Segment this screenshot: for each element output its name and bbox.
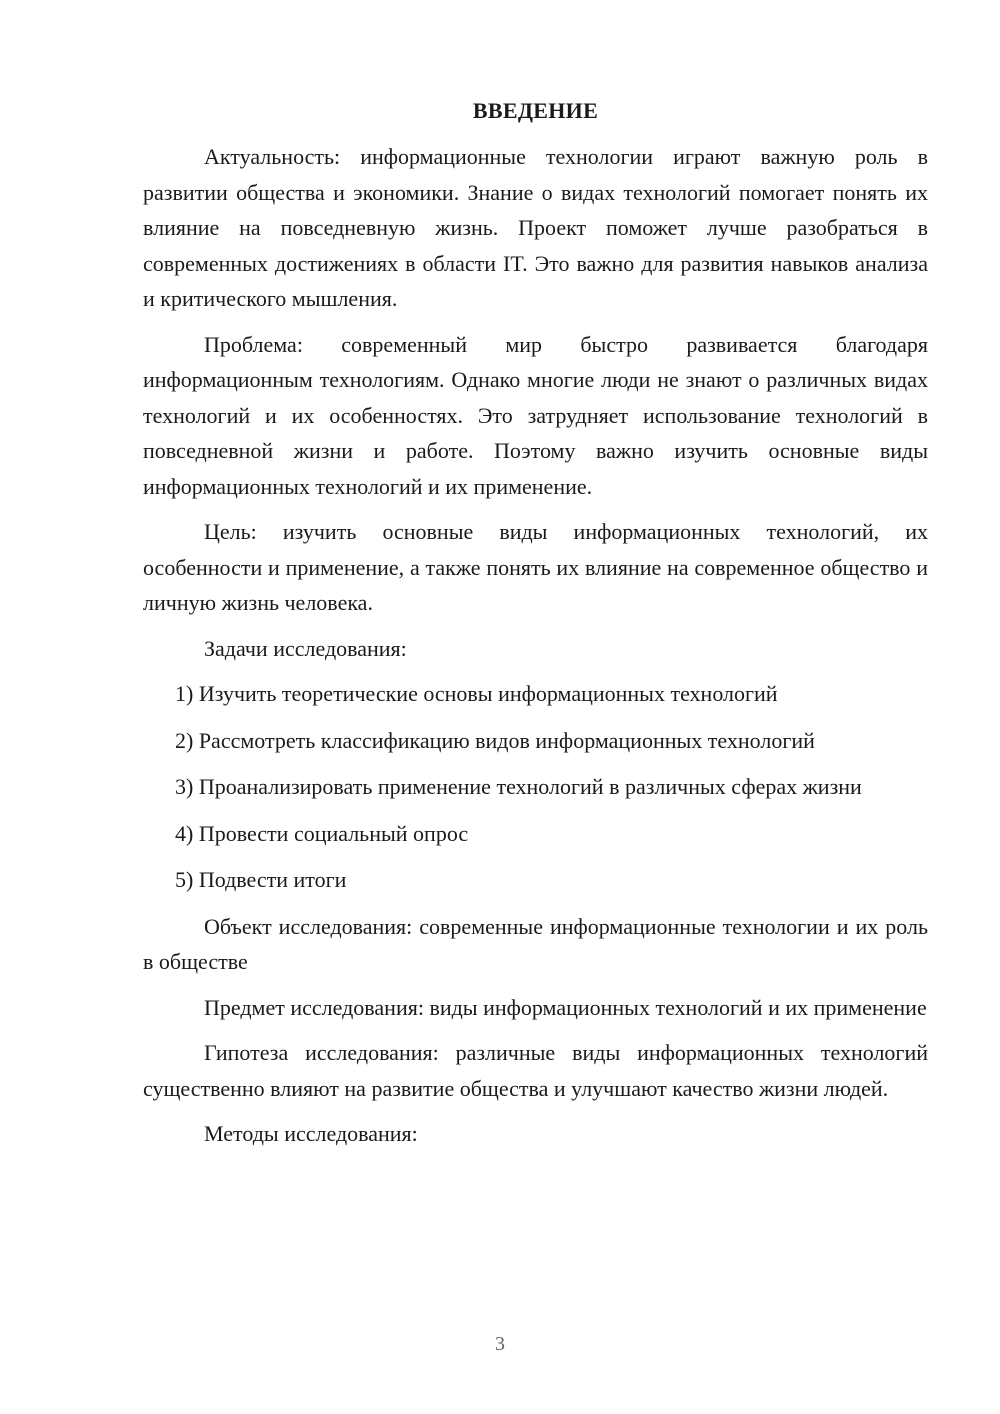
- research-subject-paragraph: Предмет исследования: виды информационных технологий и их применение: [204, 994, 927, 1020]
- relevance-paragraph: Актуальность: информационные технологии играют важную роль в развитии общества и экономики. Знание о видах технологий помогает понять их влияние на повседневную жизнь. Проект поможет лучше разобраться в современных достижениях в области IT. Это важно для развития навыков анализа и критического мышления.: [143, 144, 928, 311]
- problem-paragraph: Проблема: современный мир быстро развивается благодаря информационным технологиям. Однако многие люди не знают о различных видах технологий и их особенностях. Это затрудняет использование технологий в повседневной жизни и работе. Поэтому важно изучить основные виды информационных технологий и их применение.: [143, 331, 928, 499]
- research-hypothesis-paragraph: Гипотеза исследования: различные виды информационных технологий существенно влияют на развитие общества и улучшают качество жизни людей.: [143, 1040, 928, 1101]
- research-object-paragraph: Объект исследования: современные информационные технологии и их роль в обществе: [143, 913, 928, 974]
- task-item-3: 3) Проанализировать применение технологий в различных сферах жизни: [175, 774, 862, 799]
- task-item-4: 4) Провести социальный опрос: [175, 820, 469, 846]
- page-number: 3: [495, 1333, 505, 1355]
- task-item-2: 2) Рассмотреть классификацию видов информационных технологий: [175, 727, 815, 753]
- task-item-1: 1) Изучить теоретические основы информационных технологий: [175, 681, 778, 706]
- tasks-title: Задачи исследования:: [204, 635, 407, 661]
- research-methods-title: Методы исследования:: [204, 1121, 418, 1146]
- page-title: ВВЕДЕНИЕ: [472, 98, 599, 123]
- goal-paragraph: Цель: изучить основные виды информационных технологий, их особенности и применение, а также понять их влияние на современное общество и личную жизнь человека.: [143, 519, 928, 615]
- task-item-5: 5) Подвести итоги: [175, 867, 347, 892]
- document-page: [143, 95, 928, 1162]
